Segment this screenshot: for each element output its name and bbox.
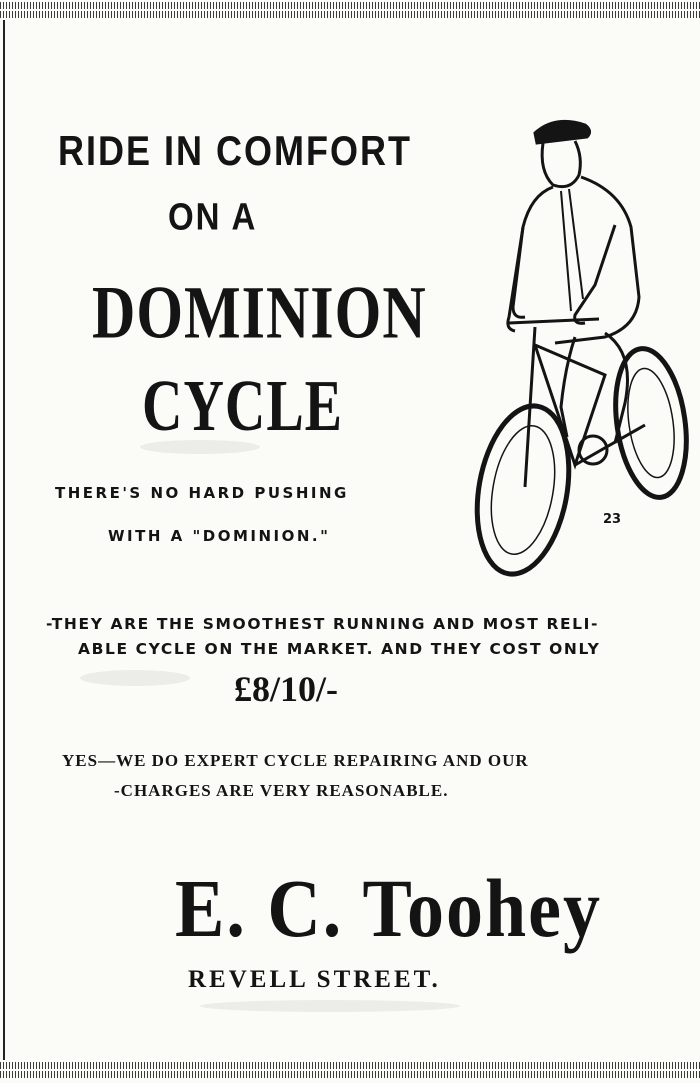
repair-text-line2: -CHARGES ARE VERY REASONABLE.	[114, 781, 449, 800]
headline-on-a: ON A	[168, 195, 258, 238]
left-border-line	[3, 20, 5, 1060]
print-smudge	[80, 670, 190, 686]
brand-dominion: DOMINION	[92, 271, 427, 354]
print-smudge	[200, 1000, 460, 1012]
price: £8/10/-	[234, 669, 338, 709]
merchant-name: E. C. Toohey	[175, 863, 603, 955]
repair-text-line1: YES—WE DO EXPERT CYCLE REPAIRING AND OUR	[62, 751, 529, 770]
body-text-line2: ABLE CYCLE ON THE MARKET. AND THEY COST ONLY	[78, 640, 601, 658]
merchant-street: REVELL STREET.	[188, 966, 441, 993]
tagline-no-hard-pushing: THERE'S NO HARD PUSHING	[55, 484, 349, 502]
cyclist-illustration	[465, 105, 695, 585]
top-border-rule	[0, 2, 700, 18]
bottom-border-rule	[0, 1062, 700, 1078]
body-text-line1: -THEY ARE THE SMOOTHEST RUNNING AND MOST RELI-	[46, 615, 600, 633]
brand-cycle: CYCLE	[142, 366, 344, 447]
illustration-number: 23	[603, 512, 622, 527]
headline-ride-in-comfort: RIDE IN COMFORT	[58, 126, 412, 174]
tagline-with-a-dominion: WITH A "DOMINION."	[108, 527, 331, 545]
